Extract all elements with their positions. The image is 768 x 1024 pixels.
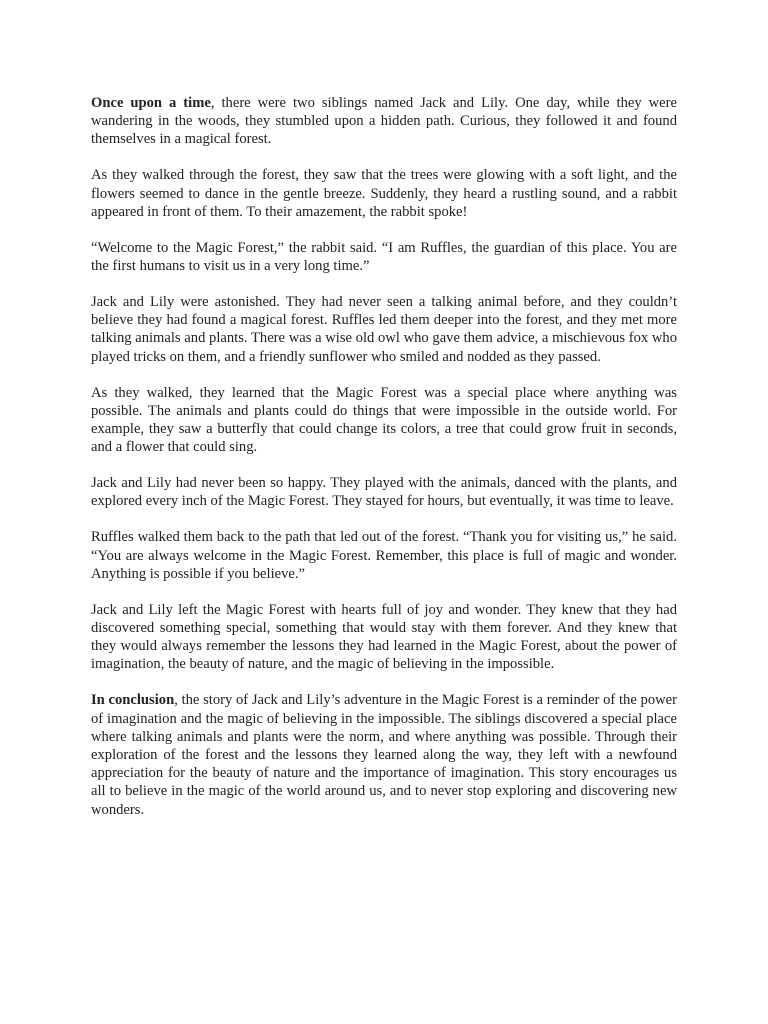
paragraph-lead: In conclusion	[91, 692, 175, 709]
paragraph-text: , there were two siblings named Jack and Lily. One day, while they were wandering in the woods, they stumbled upon a hidden path. Curious, they followed it and found themselves in a magical forest.	[91, 95, 678, 148]
paragraph-3	[91, 239, 677, 275]
document-page	[91, 94, 677, 837]
paragraph-text: “Welcome to the Magic Forest,” the rabbit said. “I am Ruffles, the guardian of this place. You are the first humans to visit us in a very long time.”	[91, 239, 677, 275]
paragraph-text: , the story of Jack and Lily’s adventure in the Magic Forest is a reminder of the power of imagination and the magic of believing in the impossible. The siblings discovered a special place where talking animals and plants were the norm, and where anything was possible. Through their exploration of the forest and the lessons they learned along the way, they left with a newfound appreciation for the beauty of nature and the importance of imagination. This story encourages us all to believe in the magic of the world around us, and to never stop exploring and discovering new wonders.	[91, 692, 677, 818]
paragraph-text: As they walked through the forest, they saw that the trees were glowing with a soft light, and the flowers seemed to dance in the gentle breeze. Suddenly, they heard a rustling sound, and a rabbit appeared in front of them. To their amazement, the rabbit spoke!	[91, 167, 677, 220]
paragraph-7	[91, 528, 677, 583]
paragraph-5	[91, 384, 677, 457]
paragraph-8	[91, 601, 677, 674]
paragraph-9	[91, 691, 677, 818]
paragraph-4	[91, 293, 677, 366]
paragraph-text: As they walked, they learned that the Magic Forest was a special place where anything was possible. The animals and plants could do things that were impossible in the outside world. For example, they saw a butterfly that could change its colors, a tree that could grow fruit in seconds, and a flower that could sing.	[91, 384, 677, 456]
paragraph-text: Jack and Lily had never been so happy. They played with the animals, danced with the plants, and explored every inch of the Magic Forest. They stayed for hours, but eventually, it was time to leave.	[91, 475, 677, 510]
paragraph-2	[91, 166, 677, 221]
paragraph-text: Jack and Lily left the Magic Forest with hearts full of joy and wonder. They knew that they had discovered something special, something that would stay with them forever. And they knew that they would always remember the lessons they had learned in the Magic Forest, about the power of imagination, the beauty of nature, and the magic of believing in the impossible.	[91, 601, 677, 673]
paragraph-text: Jack and Lily were astonished. They had never seen a talking animal before, and they couldn’t believe they had found a magical forest. Ruffles led them deeper into the forest, and they met more talking animals and plants. There was a wise old owl who gave them advice, a mischievous fox who played tricks on them, and a friendly sunflower who smiled and nodded as they passed.	[91, 294, 677, 365]
paragraph-6	[91, 474, 677, 510]
paragraph-1	[91, 94, 677, 149]
paragraph-text: Ruffles walked them back to the path that led out of the forest. “Thank you for visiting us,” he said. “You are always welcome in the Magic Forest. Remember, this place is full of magic and wonder. Anything is possible if you believe.”	[91, 529, 677, 582]
paragraph-lead: Once upon a time	[91, 95, 211, 111]
